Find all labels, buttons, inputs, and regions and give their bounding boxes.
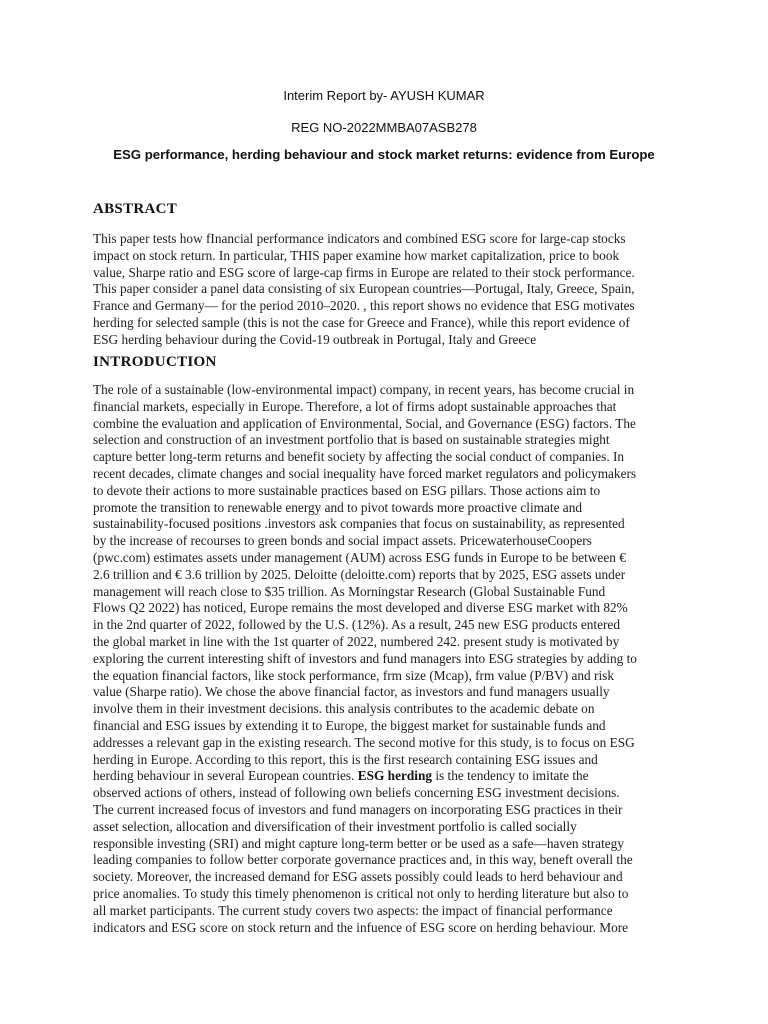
intro-line: value (Sharpe ratio). We chose the above financial factor, as investors and fund managers usually — [93, 684, 610, 700]
intro-line: society. Moreover, the increased demand for ESG assets possibly could leads to herd behaviour and — [93, 869, 623, 885]
abstract-line: impact on stock return. In particular, THIS paper examine how market capitalization, price to book — [93, 247, 620, 263]
intro-line: addresses a relevant gap in the existing research. The second motive for this study, is to focus on ESG — [93, 734, 635, 750]
abstract-line: ESG herding behaviour during the Covid-19 outbreak in Portugal, Italy and Greece — [93, 331, 537, 347]
intro-line: 2.6 trillion and € 3.6 trillion by 2025. Deloitte (deloitte.com) reports that by 2025, ESG assets under — [93, 566, 626, 582]
intro-line: selection and construction of an investment portfolio that is based on sustainable strategies might — [93, 432, 610, 448]
registration-number: REG NO-2022MMBA07ASB278 — [291, 120, 477, 135]
introduction-heading: INTRODUCTION — [93, 354, 217, 370]
report-title: ESG performance, herding behaviour and stock market returns: evidence from Europe — [113, 147, 655, 162]
abstract-line: This paper tests how fInancial performance indicators and combined ESG score for large-cap stocks — [93, 231, 626, 246]
intro-line: the global market in line with the 1st quarter of 2022, numbered 242. present study is motivated by — [93, 633, 620, 649]
abstract-line: This paper consider a panel data consisting of six European countries—Portugal, Italy, Greece, Spain, — [93, 281, 635, 297]
abstract-line: value, Sharpe ratio and ESG score of large-cap firms in Europe are related to their stock performance. — [93, 264, 635, 280]
intro-line: to devote their actions to more sustainable practices based on ESG pillars. Those actions aim to — [93, 482, 601, 498]
abstract-line: France and Germany— for the period 2010–2020. , this report shows no evidence that ESG motivates — [93, 298, 635, 314]
intro-line: Flows Q2 2022) has noticed, Europe remains the most developed and diverse ESG market with 82% — [93, 600, 628, 616]
intro-line: management will reach close to $35 trillion. As Morningstar Research (Global Sustainable Fund — [93, 583, 606, 599]
intro-line-prefix: herding behaviour in several European countries. — [93, 768, 358, 784]
intro-line: responsible investing (SRI) and might capture long-term better or be used as a safe—haven strategy — [93, 835, 624, 851]
intro-line: in the 2nd quarter of 2022, followed by the U.S. (12%). As a result, 245 new ESG products entered — [93, 617, 620, 633]
intro-line: (pwc.com) estimates assets under management (AUM) across ESG funds in Europe to be between € — [93, 549, 626, 565]
intro-line: involve them in their investment decisions. this analysis contributes to the academic debate on — [93, 701, 595, 717]
abstract-line: herding for selected sample (this is not the case for Greece and France), while this report evidence of — [93, 314, 630, 330]
intro-line: The current increased focus of investors and fund managers on incorporating ESG practices in their — [93, 801, 623, 817]
intro-line: financial and ESG issues by extending it to Europe, the biggest market for sustainable funds and — [93, 717, 606, 733]
intro-line: price anomalies. To study this timely phenomenon is critical not only to herding literature but also to — [93, 885, 629, 901]
intro-line: herding in Europe. According to this report, this is the first research containing ESG issues and — [93, 751, 598, 767]
intro-line: the equation financial factors, like stock performance, frm size (Mcap), frm value (P/BV) and risk — [93, 667, 614, 683]
intro-line: asset selection, allocation and diversification of their investment portfolio is called socially — [93, 818, 577, 834]
intro-line: financial markets, especially in Europe. Therefore, a lot of firms adopt sustainable approaches that — [93, 398, 617, 414]
intro-line: all market participants. The current study covers two aspects: the impact of financial performance — [93, 902, 613, 918]
intro-line: exploring the current interesting shift of investors and fund managers into ESG strategies by adding to — [93, 650, 637, 666]
abstract-paragraph — [93, 231, 683, 349]
intro-line: leading companies to follow better corporate governance practices and, in this way, beneft overall the — [93, 852, 633, 868]
intro-line: recent decades, climate changes and social inequality have forced market regulators and policymakers — [93, 465, 637, 481]
intro-line: sustainability-focused positions .investors ask companies that focus on sustainability, as represented — [93, 516, 625, 532]
intro-line-suffix: is the tendency to imitate the — [432, 768, 589, 784]
intro-line-with-bold-term — [93, 768, 683, 785]
intro-line: by the increase of recourses to green bonds and social impact assets. PricewaterhouseCoopers — [93, 533, 592, 549]
abstract-heading: ABSTRACT — [93, 201, 178, 217]
intro-line: promote the transition to renewable energy and to pivot towards more proactive climate and — [93, 499, 582, 515]
esg-herding-term: ESG herding — [357, 768, 433, 784]
author-line: Interim Report by- AYUSH KUMAR — [283, 88, 485, 103]
intro-line: combine the evaluation and application of Environmental, Social, and Governance (ESG) factors. The — [93, 415, 636, 431]
intro-line: capture better long-term returns and benefit society by affecting the social conduct of companies. In — [93, 449, 625, 465]
intro-line: The role of a sustainable (low-environmental impact) company, in recent years, has become crucial in — [93, 382, 635, 397]
introduction-paragraph — [93, 382, 683, 936]
intro-line: indicators and ESG score on stock return and the infuence of ESG score on herding behaviour. More — [93, 919, 629, 935]
intro-line: observed actions of others, instead of following own beliefs concerning ESG investment decisions. — [93, 785, 620, 801]
